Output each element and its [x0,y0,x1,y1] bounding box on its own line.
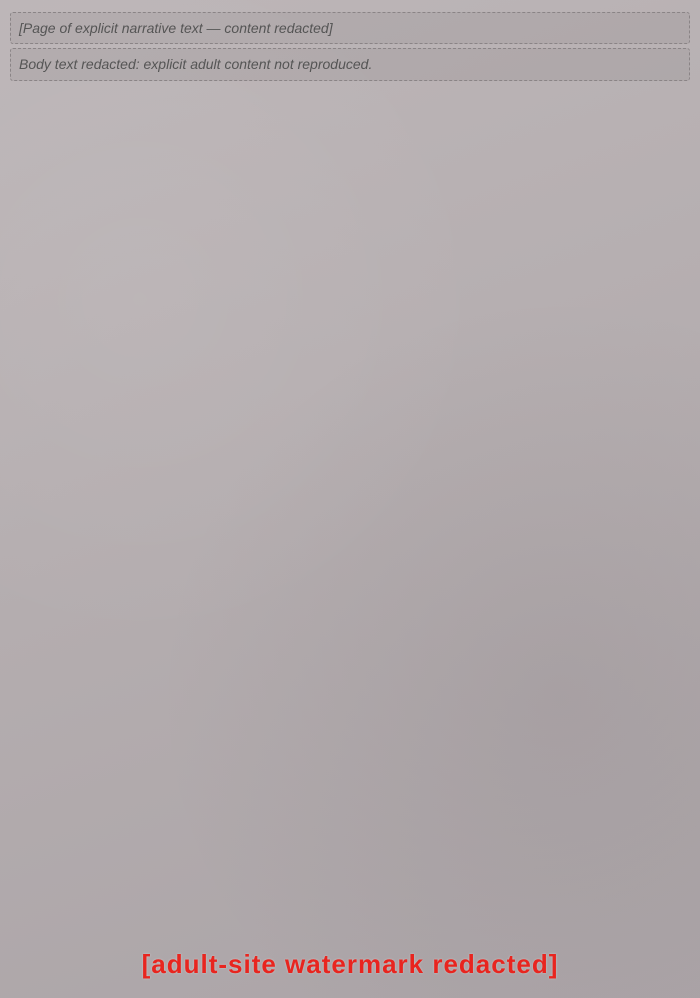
text-column [10,8,690,85]
site-watermark: [adult-site watermark redacted] [141,949,559,979]
redaction-note: Body text redacted: explicit adult content not reproduced. [10,48,690,80]
redacted-text-block: [Page of explicit narrative text — content redacted] [10,12,690,44]
